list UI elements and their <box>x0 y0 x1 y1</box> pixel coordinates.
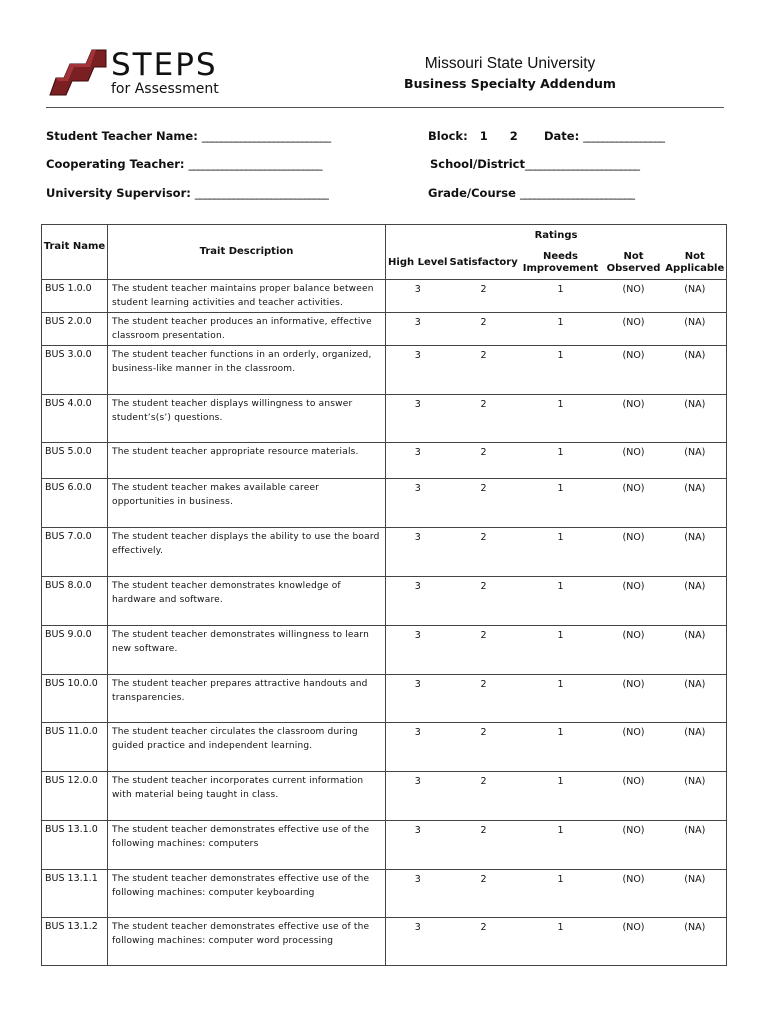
block-option-2[interactable]: 2 <box>509 129 518 143</box>
rating-option[interactable]: (NA) <box>664 313 727 346</box>
university-supervisor-label: University Supervisor: <box>46 186 191 200</box>
trait-description: The student teacher circulates the classroom during guided practice and independent learning. <box>108 723 386 772</box>
rating-option[interactable]: 1 <box>518 723 604 772</box>
rating-option[interactable]: 2 <box>450 443 518 479</box>
trait-id: BUS 9.0.0 <box>42 626 108 675</box>
trait-id: BUS 1.0.0 <box>42 280 108 313</box>
rating-option[interactable]: 1 <box>518 821 604 870</box>
rating-option[interactable]: 2 <box>450 577 518 626</box>
ratings-table <box>41 224 727 966</box>
rating-option[interactable]: 1 <box>518 443 604 479</box>
table-row <box>42 821 727 870</box>
table-row <box>42 577 727 626</box>
date-blank[interactable]: _________________ <box>583 129 664 143</box>
rating-option[interactable]: 3 <box>386 723 450 772</box>
trait-description: The student teacher displays the ability to use the board effectively. <box>108 528 386 577</box>
rating-option[interactable]: (NA) <box>664 395 727 443</box>
rating-option[interactable]: (NO) <box>604 479 664 528</box>
trait-id: BUS 4.0.0 <box>42 395 108 443</box>
table-row <box>42 313 727 346</box>
trait-description: The student teacher demonstrates effective use of the following machines: computer word processing <box>108 918 386 966</box>
logo-subtitle: for Assessment <box>111 81 219 97</box>
block-field[interactable] <box>428 129 518 143</box>
rating-option[interactable]: 2 <box>450 528 518 577</box>
trait-id: BUS 6.0.0 <box>42 479 108 528</box>
rating-option[interactable]: 1 <box>518 479 604 528</box>
rating-option[interactable]: (NO) <box>604 821 664 870</box>
rating-option[interactable]: 2 <box>450 346 518 395</box>
rating-option[interactable]: 3 <box>386 772 450 821</box>
rating-option[interactable]: (NA) <box>664 918 727 966</box>
rating-option[interactable]: 1 <box>518 346 604 395</box>
rating-option[interactable]: (NO) <box>604 723 664 772</box>
rating-option[interactable]: (NA) <box>664 723 727 772</box>
rating-option[interactable]: 2 <box>450 870 518 918</box>
rating-option[interactable]: (NA) <box>664 443 727 479</box>
trait-description: The student teacher functions in an orderly, organized, business-like manner in the classroom. <box>108 346 386 395</box>
school-district-label: School/District <box>430 157 525 171</box>
rating-option[interactable]: (NA) <box>664 821 727 870</box>
grade-course-field[interactable] <box>428 186 634 200</box>
student-teacher-blank[interactable]: ___________________________ <box>201 129 331 143</box>
rating-option[interactable]: 3 <box>386 395 450 443</box>
rating-option[interactable]: 3 <box>386 313 450 346</box>
rating-option[interactable]: (NO) <box>604 346 664 395</box>
rating-col-header: High Level <box>386 247 450 280</box>
rating-col-header: Satisfactory <box>450 247 518 280</box>
rating-option[interactable]: (NO) <box>604 577 664 626</box>
rating-option[interactable]: (NA) <box>664 346 727 395</box>
rating-col-header: Needs Improvement <box>518 247 604 280</box>
rating-option[interactable]: 2 <box>450 395 518 443</box>
rating-option[interactable]: 3 <box>386 626 450 675</box>
trait-id: BUS 8.0.0 <box>42 577 108 626</box>
trait-description: The student teacher maintains proper balance between student learning activities and teacher activities. <box>108 280 386 313</box>
trait-id: BUS 10.0.0 <box>42 675 108 723</box>
rating-option[interactable]: 2 <box>450 772 518 821</box>
rating-option[interactable]: (NA) <box>664 280 727 313</box>
table-row <box>42 870 727 918</box>
table-row <box>42 772 727 821</box>
rating-option[interactable]: 3 <box>386 821 450 870</box>
rating-option[interactable]: 1 <box>518 313 604 346</box>
rating-option[interactable]: 3 <box>386 577 450 626</box>
rating-option[interactable]: (NO) <box>604 918 664 966</box>
cooperating-teacher-label: Cooperating Teacher: <box>46 157 185 171</box>
rating-option[interactable]: 3 <box>386 443 450 479</box>
rating-option[interactable]: (NA) <box>664 626 727 675</box>
trait-id: BUS 5.0.0 <box>42 443 108 479</box>
rating-option[interactable]: (NO) <box>604 395 664 443</box>
rating-option[interactable]: (NO) <box>604 528 664 577</box>
trait-id: BUS 13.1.2 <box>42 918 108 966</box>
trait-id: BUS 7.0.0 <box>42 528 108 577</box>
trait-description: The student teacher appropriate resource materials. <box>108 443 386 479</box>
trait-id: BUS 3.0.0 <box>42 346 108 395</box>
trait-description: The student teacher makes available career opportunities in business. <box>108 479 386 528</box>
steps-logo <box>48 48 238 102</box>
rating-option[interactable]: 1 <box>518 280 604 313</box>
university-name: Missouri State University <box>424 55 596 72</box>
rating-option[interactable]: 3 <box>386 870 450 918</box>
trait-name-header: Trait Name <box>42 225 108 280</box>
rating-option[interactable]: 2 <box>450 675 518 723</box>
university-supervisor-field[interactable] <box>46 186 328 200</box>
trait-id: BUS 11.0.0 <box>42 723 108 772</box>
cooperating-teacher-blank[interactable]: ____________________________ <box>188 157 322 171</box>
rating-option[interactable]: 3 <box>386 479 450 528</box>
rating-option[interactable]: (NO) <box>604 772 664 821</box>
rating-option[interactable]: 1 <box>518 577 604 626</box>
rating-option[interactable]: 2 <box>450 313 518 346</box>
rating-option[interactable]: 3 <box>386 280 450 313</box>
rating-option[interactable]: 3 <box>386 528 450 577</box>
rating-option[interactable]: (NA) <box>664 577 727 626</box>
rating-col-header: Not Applicable <box>664 247 727 280</box>
trait-description: The student teacher demonstrates effective use of the following machines: computer keyboarding <box>108 870 386 918</box>
trait-description: The student teacher prepares attractive handouts and transparencies. <box>108 675 386 723</box>
date-field[interactable] <box>544 129 664 143</box>
page-title: Business Specialty Addendum <box>404 76 616 91</box>
trait-id: BUS 13.1.0 <box>42 821 108 870</box>
rating-option[interactable]: 2 <box>450 479 518 528</box>
rating-option[interactable]: (NA) <box>664 479 727 528</box>
university-supervisor-blank[interactable]: ____________________________ <box>194 186 328 200</box>
trait-description: The student teacher produces an informative, effective classroom presentation. <box>108 313 386 346</box>
rating-option[interactable]: (NA) <box>664 870 727 918</box>
table-row <box>42 395 727 443</box>
rating-option[interactable]: 3 <box>386 918 450 966</box>
rating-option[interactable]: (NA) <box>664 528 727 577</box>
rating-option[interactable]: (NO) <box>604 870 664 918</box>
table-row <box>42 479 727 528</box>
rating-option[interactable]: 3 <box>386 346 450 395</box>
rating-option[interactable]: 3 <box>386 675 450 723</box>
rating-option[interactable]: (NA) <box>664 772 727 821</box>
ratings-header: Ratings <box>386 225 727 247</box>
student-teacher-label: Student Teacher Name: <box>46 129 198 143</box>
school-district-blank[interactable]: ________________________ <box>525 157 639 171</box>
trait-id: BUS 2.0.0 <box>42 313 108 346</box>
rating-option[interactable]: 1 <box>518 675 604 723</box>
trait-description: The student teacher demonstrates willingness to learn new software. <box>108 626 386 675</box>
rating-col-header: Not Observed <box>604 247 664 280</box>
rating-option[interactable]: 1 <box>518 870 604 918</box>
grade-course-label: Grade/Course <box>428 186 516 200</box>
school-district-field[interactable] <box>430 157 639 171</box>
table-row <box>42 918 727 966</box>
trait-description: The student teacher demonstrates effective use of the following machines: computers <box>108 821 386 870</box>
table-row <box>42 280 727 313</box>
block-label: Block: <box>428 129 468 143</box>
steps-logo-icon <box>48 48 108 98</box>
rating-option[interactable]: 2 <box>450 821 518 870</box>
table-row <box>42 443 727 479</box>
trait-id: BUS 12.0.0 <box>42 772 108 821</box>
rating-option[interactable]: 1 <box>518 772 604 821</box>
grade-course-blank[interactable]: ________________________ <box>519 186 634 200</box>
rating-option[interactable]: (NA) <box>664 675 727 723</box>
rating-option[interactable]: (NO) <box>604 313 664 346</box>
table-row <box>42 626 727 675</box>
student-teacher-field[interactable] <box>46 129 330 143</box>
table-row <box>42 346 727 395</box>
rating-option[interactable]: 1 <box>518 528 604 577</box>
trait-description: The student teacher displays willingness to answer student’s(s’) questions. <box>108 395 386 443</box>
rating-option[interactable]: (NO) <box>604 675 664 723</box>
date-label: Date: <box>544 129 580 143</box>
table-row <box>42 675 727 723</box>
rating-option[interactable]: 2 <box>450 280 518 313</box>
rating-option[interactable]: 1 <box>518 918 604 966</box>
trait-description-header: Trait Description <box>108 225 386 280</box>
logo-word: STEPS <box>111 47 218 83</box>
rating-option[interactable]: 2 <box>450 918 518 966</box>
rating-option[interactable]: (NO) <box>604 280 664 313</box>
cooperating-teacher-field[interactable] <box>46 157 322 171</box>
table-row <box>42 528 727 577</box>
trait-id: BUS 13.1.1 <box>42 870 108 918</box>
header-divider <box>46 107 724 108</box>
rating-option[interactable]: 1 <box>518 626 604 675</box>
rating-option[interactable]: (NO) <box>604 626 664 675</box>
rating-option[interactable]: 1 <box>518 395 604 443</box>
trait-description: The student teacher incorporates current information with material being taught in class. <box>108 772 386 821</box>
block-option-1[interactable]: 1 <box>479 129 488 143</box>
rating-option[interactable]: 2 <box>450 626 518 675</box>
rating-option[interactable]: 2 <box>450 723 518 772</box>
trait-description: The student teacher demonstrates knowledge of hardware and software. <box>108 577 386 626</box>
rating-option[interactable]: (NO) <box>604 443 664 479</box>
table-row <box>42 723 727 772</box>
